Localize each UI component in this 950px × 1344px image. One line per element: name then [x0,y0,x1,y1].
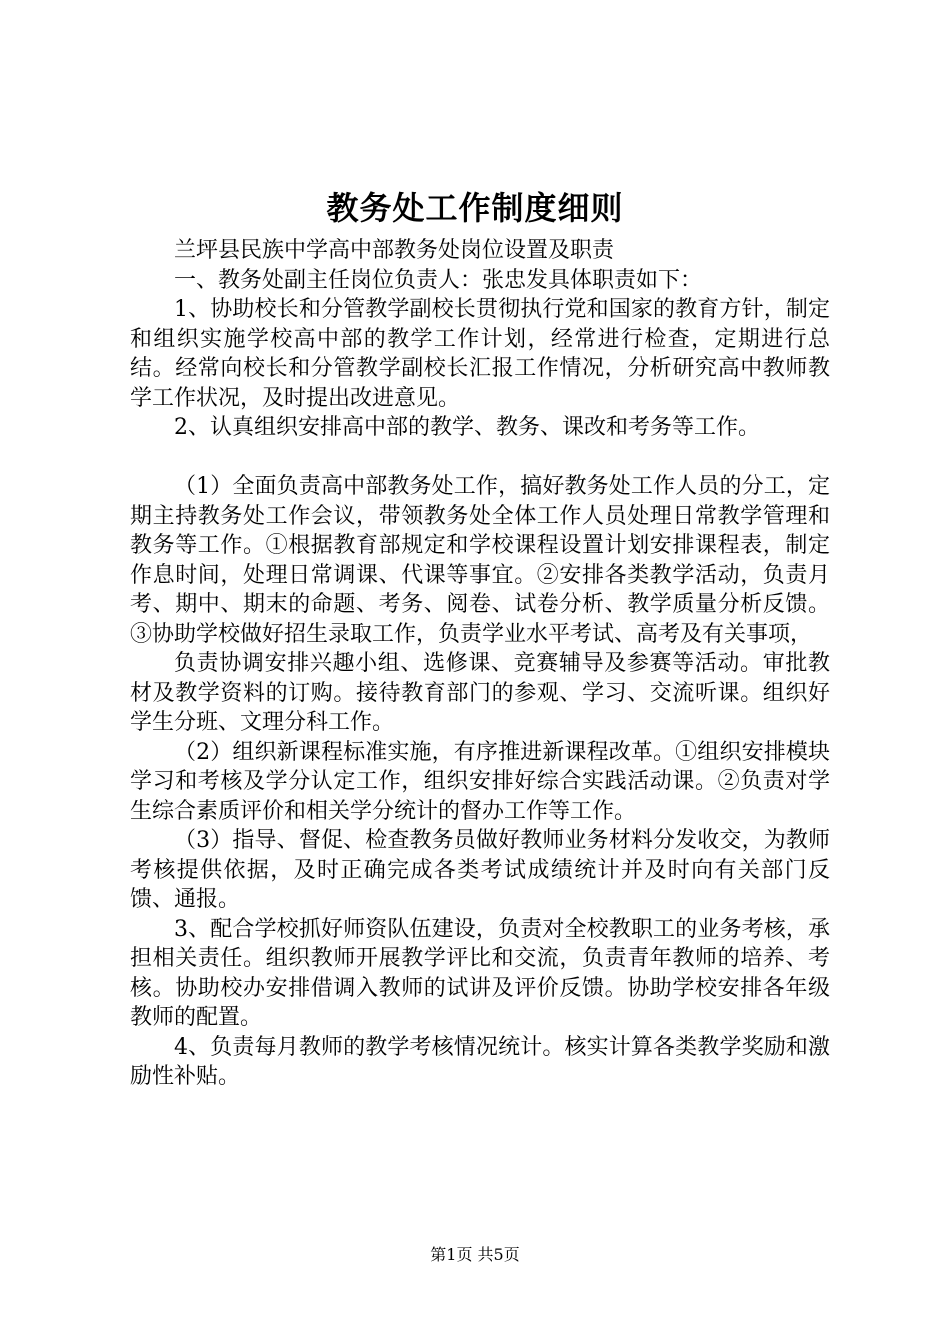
paragraph-subitem-3: （3）指导、督促、检查教务员做好教师业务材料分发收交，为教师考核提供依据，及时正确完成各类考试成绩统计并及时向有关部门反馈、通报。 [130,828,830,912]
paragraph-subitem-1: （1）全面负责高中部教务处工作，搞好教务处工作人员的分工，定期主持教务处工作会议，带领教务处全体工作人员处理日常教学管理和教务等工作。①根据教育部规定和学校课程设置计划安排课程表，制定作息时间，处理日常调课、代课等事宜。②安排各类教学活动，负责月考、期中、期末的命题、考务、阅卷、试卷分析、教学质量分析反馈。③协助学校做好招生录取工作，负责学业水平考试、高考及有关事项， [130,474,830,647]
paragraph-section-one: 一、教务处副主任岗位负责人：张忠发具体职责如下： [174,267,703,293]
page-indicator: 第1页 共5页 [430,1245,520,1264]
paragraph-subitem-1-continued: 负责协调安排兴趣小组、选修课、竞赛辅导及参赛等活动。审批教材及教学资料的订购。接待教育部门的参观、学习、交流听课。组织好学生分班、文理分科工作。 [130,651,830,735]
paragraph-item-1: 1、协助校长和分管教学副校长贯彻执行党和国家的教育方针，制定和组织实施学校高中部的教学工作计划，经常进行检查，定期进行总结。经常向校长和分管教学副校长汇报工作情况，分析研究高中教师教学工作状况，及时提出改进意见。 [130,297,830,411]
paragraph-item-3: 3、配合学校抓好师资队伍建设，负责对全校教职工的业务考核，承担相关责任。组织教师开展教学评比和交流，负责青年教师的培养、考核。协助校办安排借调入教师的试讲及评价反馈。协助学校安排各年级教师的配置。 [130,916,830,1030]
paragraph-item-4: 4、负责每月教师的教学考核情况统计。核实计算各类教学奖励和激励性补贴。 [130,1034,830,1089]
paragraph-school-heading: 兰坪县民族中学高中部教务处岗位设置及职责 [174,238,615,263]
paragraph-subitem-2: （2）组织新课程标准实施，有序推进新课程改革。①组织安排模块学习和考核及学分认定工作，组织安排好综合实践活动课。②负责对学生综合素质评价和相关学分统计的督办工作等工作。 [130,739,830,824]
document-body [130,236,830,1092]
document-title: 教务处工作制度细则 [326,189,624,227]
paragraph-item-2: 2、认真组织安排高中部的教学、教务、课改和考务等工作。 [174,415,760,440]
